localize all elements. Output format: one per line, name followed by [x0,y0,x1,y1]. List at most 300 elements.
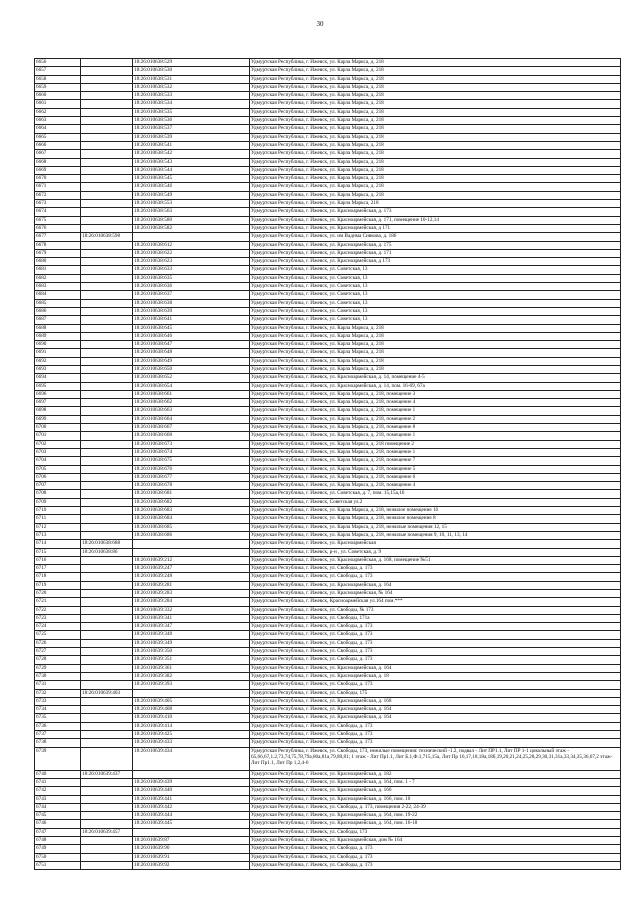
table-row [35,507,621,515]
row-number-cell: 6683 [35,283,81,291]
row-number-cell: 6677 [35,233,81,241]
building-number-cell: 18:26:010639:444 [133,812,250,820]
table-row [35,515,621,523]
land-plot-number-cell [81,208,133,216]
land-plot-number-cell: 18:26:010638:598 [81,233,133,241]
building-number-cell: 18:26:010638:546 [133,183,250,191]
row-number-cell: 6690 [35,341,81,349]
row-number-cell: 6681 [35,266,81,274]
address-cell: Удмуртская Республика, г. Ижевск, ул. Свободы, д. 173 [250,845,621,853]
address-cell: Удмуртская Республика, г. Ижевск, ул. Красноармейская, д. 173 [250,208,621,216]
land-plot-number-cell [81,150,133,158]
address-cell: Удмуртская Республика, г. Ижевск, ул. Карла Маркса, д. 218, помещение 1 [250,407,621,415]
land-plot-number-cell [81,606,133,614]
row-number-cell: 6732 [35,689,81,697]
address-cell: Удмуртская Республика, г. Ижевск, ул. Красноармейская, д. 164 [250,706,621,714]
table-row [35,382,621,390]
table-row [35,390,621,398]
building-number-cell: 18:26:010638:650 [133,365,250,373]
land-plot-number-cell [81,722,133,730]
land-plot-number-cell [81,656,133,664]
table-row [35,59,621,67]
building-number-cell: 18:26:010638:580 [133,216,250,224]
table-row [35,590,621,598]
address-cell: Удмуртская Республика, г. Ижевск, ул. Красноармейская, д. 171, помещение 10-12,14 [250,216,621,224]
address-cell: Удмуртская Республика, г. Ижевск, ул. Красноармейская, д 171 [250,224,621,232]
building-number-cell: 18:26:010638:668 [133,432,250,440]
table-row [35,837,621,845]
address-cell: Удмуртская Республика, г. Ижевск, ул. Карла Маркса, д. 218 [250,108,621,116]
table-row [35,249,621,257]
row-number-cell: 6720 [35,590,81,598]
land-plot-number-cell [81,249,133,257]
land-plot-number-cell [81,556,133,564]
table-row [35,141,621,149]
building-number-cell: 18:26:010639:434 [133,747,250,770]
land-plot-number-cell [81,316,133,324]
building-number-cell: 18:26:010638:674 [133,448,250,456]
address-cell: Удмуртская Республика, г. Ижевск, ул. Карла Маркса, д. 218 [250,183,621,191]
address-cell: Удмуртская Республика, г. Ижевск, ул. Карла Маркса, д. 218 [250,324,621,332]
address-cell: Удмуртская Республика, г. Ижевск, ул. Карла Маркса, д. 218 [250,341,621,349]
building-number-cell: 18:26:010638:635 [133,274,250,282]
row-number-cell: 6724 [35,623,81,631]
building-number-cell: 18:26:010638:612 [133,241,250,249]
row-number-cell: 6703 [35,448,81,456]
address-cell: Удмуртская Республика, г. Ижевск, ул. Карла Маркса, д. 218, помещение 8 [250,424,621,432]
table-row [35,166,621,174]
land-plot-number-cell: 18:26:010638:688 [81,540,133,548]
table-row [35,606,621,614]
table-row [35,316,621,324]
address-cell: Удмуртская Республика, г. Ижевск, ул. Красноармейская, д. 168, помещение №51 [250,556,621,564]
building-number-cell: 18:26:010638:649 [133,357,250,365]
row-number-cell: 6712 [35,523,81,531]
address-cell: Удмуртская Республика, г. Ижевск, ул. Карла Маркса, д. 218 [250,175,621,183]
table-row [35,639,621,647]
table-row [35,787,621,795]
address-cell: Удмуртская Республика, г. Ижевск, ул. Карла Маркса, д. 218, помещение 1 [250,432,621,440]
row-number-cell: 6750 [35,853,81,861]
land-plot-number-cell [81,498,133,506]
row-number-cell: 6722 [35,606,81,614]
building-number-cell [133,233,250,241]
land-plot-number-cell [81,349,133,357]
row-number-cell: 6685 [35,299,81,307]
building-number-cell: 18:26:010638:683 [133,507,250,515]
land-plot-number-cell [81,523,133,531]
table-row [35,664,621,672]
row-number-cell: 6665 [35,133,81,141]
address-cell: Удмуртская Республика, г. Ижевск, ул. Свободы, д. 173, помещения 2-22, 24-39 [250,803,621,811]
address-cell: Удмуртская Республика, г. Ижевск, ул. Карла Маркса, д. 218, нежилые помещения 12, 15 [250,523,621,531]
row-number-cell: 6688 [35,324,81,332]
table-row [35,357,621,365]
building-number-cell: 18:26:010639:439 [133,778,250,786]
row-number-cell: 6702 [35,440,81,448]
land-plot-number-cell [81,100,133,108]
building-number-cell: 18:26:010638:654 [133,382,250,390]
land-plot-number-cell [81,166,133,174]
building-number-cell: 18:26:010638:686 [133,531,250,539]
land-plot-number-cell [81,672,133,680]
building-number-cell: 18:26:010639:361 [133,664,250,672]
table-row [35,523,621,531]
table-row [35,133,621,141]
address-cell: Удмуртская Республика, г. Ижевск, ул. Красноармейская, д. 14, пом. 16-69, 67а [250,382,621,390]
land-plot-number-cell [81,299,133,307]
building-number-cell: 18:26:010639:348 [133,631,250,639]
table-row [35,374,621,382]
building-number-cell: 18:26:010638:539 [133,133,250,141]
table-row [35,573,621,581]
building-number-cell: 18:26:010639:425 [133,731,250,739]
table-row [35,565,621,573]
land-plot-number-cell [81,845,133,853]
address-cell: Удмуртская Республика, г. Ижевск, ул. Красноармейская, д. 166, пом. 10 [250,795,621,803]
row-number-cell: 6668 [35,158,81,166]
building-number-cell: 18:26:010638:533 [133,92,250,100]
address-cell: Удмуртская Республика, г. Ижевск, ул. Свободы, 173 [250,828,621,836]
table-row [35,365,621,373]
table-row [35,581,621,589]
land-plot-number-cell [81,125,133,133]
building-number-cell: 18:26:010638:543 [133,158,250,166]
address-cell: Удмуртская Республика, г. Ижевск, ул. Карла Маркса, д. 218 [250,100,621,108]
address-cell: Удмуртская Республика, г. Ижевск, ул. Красноармейская, д. 164 [250,664,621,672]
land-plot-number-cell [81,853,133,861]
table-row [35,92,621,100]
address-cell: Удмуртская Республика, г. Ижевск, ул. Карла Маркса, д. 218 [250,357,621,365]
building-number-cell: 18:26:010638:531 [133,75,250,83]
table-row [35,778,621,786]
table-row [35,407,621,415]
row-number-cell: 6747 [35,828,81,836]
table-row [35,498,621,506]
row-number-cell: 6663 [35,117,81,125]
row-number-cell: 6719 [35,581,81,589]
address-cell: Удмуртская Республика, г. Ижевск, ул. Свободы, 175 [250,689,621,697]
building-number-cell: 18:26:010638:645 [133,324,250,332]
address-cell: Удмуртская Республика, г. Ижевск, ул. Свободы, д. 173 [250,656,621,664]
row-number-cell: 6742 [35,787,81,795]
address-cell: Удмуртская Республика, г. Ижевск, ул. Карла Маркса, д. 218, помещение 2 [250,415,621,423]
building-number-cell: 18:26:010639:382 [133,672,250,680]
building-number-cell [133,540,250,548]
row-number-cell: 6745 [35,812,81,820]
table-row [35,614,621,622]
land-plot-number-cell [81,739,133,747]
building-number-cell: 18:26:010639:284 [133,598,250,606]
table-row [35,623,621,631]
table-row [35,473,621,481]
row-number-cell: 6715 [35,548,81,556]
row-number-cell: 6744 [35,803,81,811]
land-plot-number-cell [81,820,133,828]
row-number-cell: 6740 [35,770,81,778]
address-cell: Удмуртская Республика, г. Ижевск, ул. Советская, д. 7, пом. 15,15а,16 [250,490,621,498]
table-row [35,291,621,299]
table-row [35,67,621,75]
row-number-cell: 6711 [35,515,81,523]
land-plot-number-cell [81,837,133,845]
building-number-cell: 18:26:010638:677 [133,473,250,481]
building-number-cell: 18:26:010638:641 [133,316,250,324]
building-number-cell: 18:26:010638:542 [133,150,250,158]
table-row [35,689,621,697]
table-row [35,150,621,158]
table-row [35,448,621,456]
building-number-cell: 18:26:010638:541 [133,141,250,149]
land-plot-number-cell [81,714,133,722]
table-row [35,770,621,778]
cadastral-register-table [34,58,621,870]
building-number-cell: 18:26:010638:545 [133,175,250,183]
table-row [35,208,621,216]
land-plot-number-cell [81,390,133,398]
table-row [35,747,621,770]
land-plot-number-cell: 18:26:010639:457 [81,828,133,836]
land-plot-number-cell [81,241,133,249]
building-number-cell: 18:26:010638:646 [133,332,250,340]
building-number-cell: 18:26:010639:433 [133,739,250,747]
land-plot-number-cell [81,141,133,149]
table-row [35,812,621,820]
land-plot-number-cell [81,731,133,739]
table-row [35,158,621,166]
building-number-cell: 18:26:010639:351 [133,656,250,664]
row-number-cell: 6716 [35,556,81,564]
address-cell: Удмуртская Республика, г. Ижевск, ул. Красноармейская, д. 164 [250,581,621,589]
building-number-cell: 18:26:010638:667 [133,424,250,432]
building-number-cell: 18:26:010638:549 [133,191,250,199]
address-cell: Удмуртская Республика, г. Ижевск, ул. Карла Маркса, д. 218 [250,117,621,125]
building-number-cell: 18:26:010638:636 [133,283,250,291]
table-row [35,241,621,249]
row-number-cell: 6684 [35,291,81,299]
row-number-cell: 6748 [35,837,81,845]
land-plot-number-cell [81,67,133,75]
land-plot-number-cell [81,407,133,415]
table-row [35,100,621,108]
building-number-cell: 18:26:010639:405 [133,697,250,705]
land-plot-number-cell [81,266,133,274]
address-cell: Удмуртская Республика, г. Ижевск, Советская ул.2 [250,498,621,506]
building-number-cell: 18:26:010639:212 [133,556,250,564]
address-cell: Удмуртская Республика, г. Ижевск, ул. Советская, 13 [250,307,621,315]
row-number-cell: 6700 [35,424,81,432]
land-plot-number-cell: 18:26:010639:403 [81,689,133,697]
land-plot-number-cell [81,175,133,183]
table-body [35,59,621,870]
table-row [35,845,621,853]
building-number-cell: 18:26:010639:350 [133,648,250,656]
table-row [35,714,621,722]
row-number-cell: 6731 [35,681,81,689]
land-plot-number-cell [81,465,133,473]
address-cell: Удмуртская Республика, г. Ижевск, ул. Свободы, д. 173 [250,631,621,639]
table-row [35,200,621,208]
address-cell: Удмуртская Республика, г. Ижевск, ул. Свободы, 171а [250,614,621,622]
table-row [35,548,621,556]
row-number-cell: 6676 [35,224,81,232]
table-row [35,266,621,274]
building-number-cell: 18:26:010638:535 [133,108,250,116]
building-number-cell: 18:26:010638:582 [133,224,250,232]
land-plot-number-cell [81,92,133,100]
land-plot-number-cell [81,357,133,365]
land-plot-number-cell [81,424,133,432]
land-plot-number-cell [81,83,133,91]
building-number-cell: 18:26:010639:408 [133,706,250,714]
address-cell: Удмуртская Республика, г. Ижевск, ул. Свободы, д. 173 [250,739,621,747]
table-row [35,274,621,282]
address-cell: Удмуртская Республика, г. Ижевск, ул. Карла Маркса, д. 218 [250,59,621,67]
building-number-cell: 18:26:010639:281 [133,581,250,589]
table-row [35,795,621,803]
land-plot-number-cell [81,216,133,224]
land-plot-number-cell [81,697,133,705]
address-cell: Удмуртская Республика, г. Ижевск, ул. Свободы, д. 173 [250,681,621,689]
row-number-cell: 6713 [35,531,81,539]
address-cell: Удмуртская Республика, г. Ижевск, ул. Карла Маркса, д. 218, помещение 3 [250,390,621,398]
row-number-cell: 6729 [35,664,81,672]
address-cell: Удмуртская Республика, г. Ижевск, ул. Карла Маркса, д. 218 [250,141,621,149]
address-cell: Удмуртская Республика, г. Ижевск, ул. Красноармейская, д. 164, пом. 16-18 [250,820,621,828]
row-number-cell: 6679 [35,249,81,257]
land-plot-number-cell [81,482,133,490]
land-plot-number-cell [81,75,133,83]
land-plot-number-cell [81,307,133,315]
building-number-cell: 18:26:010639:283 [133,590,250,598]
building-number-cell: 18:26:010639:248 [133,573,250,581]
address-cell: Удмуртская Республика, г. Ижевск, ул. Карла Маркса, д. 218, помещение 6 [250,473,621,481]
table-row [35,108,621,116]
building-number-cell: 18:26:010638:529 [133,59,250,67]
row-number-cell: 6738 [35,739,81,747]
row-number-cell: 6662 [35,108,81,116]
row-number-cell: 6691 [35,349,81,357]
land-plot-number-cell [81,623,133,631]
address-cell: Удмуртская Республика, г. Ижевск, ул. Свободы, д. 173 [250,573,621,581]
land-plot-number-cell [81,117,133,125]
address-cell: Удмуртская Республика, г. Ижевск, ул. Карла Маркса, д. 218, помещение 4 [250,482,621,490]
row-number-cell: 6664 [35,125,81,133]
address-cell: Удмуртская Республика, г. Ижевск, ул. Свободы, д. 173 [250,853,621,861]
address-cell: Удмуртская Республика, г. Ижевск, ул. Карла Маркса, д. 218 [250,92,621,100]
land-plot-number-cell [81,200,133,208]
land-plot-number-cell [81,598,133,606]
address-cell: Удмуртская Республика, г. Ижевск, ул. Советская, 13 [250,274,621,282]
row-number-cell: 6739 [35,747,81,770]
building-number-cell: 18:26:010638:681 [133,490,250,498]
building-number-cell: 18:26:010638:537 [133,125,250,133]
row-number-cell: 6706 [35,473,81,481]
address-cell: Удмуртская Республика, г. Ижевск, ул. Свободы, д. 173 [250,639,621,647]
row-number-cell: 6726 [35,639,81,647]
land-plot-number-cell [81,415,133,423]
page-number: 30 [316,20,324,28]
address-cell: Удмуртская Республика, г. Ижевск, ул. Карла Маркса, д. 218, нежилое помещение 8 [250,515,621,523]
building-number-cell: 18:26:010639:414 [133,722,250,730]
building-number-cell: 18:26:010639:91 [133,853,250,861]
table-row [35,465,621,473]
land-plot-number-cell [81,274,133,282]
row-number-cell: 6693 [35,365,81,373]
table-row [35,731,621,739]
building-number-cell: 18:26:010638:534 [133,100,250,108]
building-number-cell: 18:26:010638:633 [133,266,250,274]
land-plot-number-cell [81,490,133,498]
table-row [35,324,621,332]
address-cell: Удмуртская Республика, г. Ижевск, ул. Карла Маркса, д. 218 [250,83,621,91]
table-row [35,283,621,291]
building-number-cell: 18:26:010638:639 [133,307,250,315]
building-number-cell: 18:26:010638:623 [133,258,250,266]
land-plot-number-cell [81,573,133,581]
row-number-cell: 6746 [35,820,81,828]
row-number-cell: 6659 [35,83,81,91]
land-plot-number-cell [81,590,133,598]
address-cell: Удмуртская Республика, г. Ижевск, ул. Свободы, д. 173 [250,861,621,869]
building-number-cell: 18:26:010639:90 [133,845,250,853]
row-number-cell: 6666 [35,141,81,149]
building-number-cell: 18:26:010639:393 [133,681,250,689]
row-number-cell: 6680 [35,258,81,266]
address-cell: Удмуртская Республика, г. Ижевск, ул. Карла Маркса, д. 218 [250,150,621,158]
land-plot-number-cell [81,473,133,481]
row-number-cell: 6749 [35,845,81,853]
table-row [35,75,621,83]
building-number-cell: 18:26:010638:684 [133,515,250,523]
address-cell: Удмуртская Республика, г. Ижевск, ул. Красноармейская, д 173 [250,258,621,266]
row-number-cell: 6673 [35,200,81,208]
table-row [35,432,621,440]
land-plot-number-cell [81,457,133,465]
land-plot-number-cell [81,778,133,786]
building-number-cell: 18:26:010639:347 [133,623,250,631]
address-cell: Удмуртская Республика, г. Ижевск, ул. Свободы, № 173 [250,606,621,614]
address-cell: Удмуртская Республика, г. Ижевск, ул. Советская, 13 [250,316,621,324]
building-number-cell: 18:26:010638:530 [133,67,250,75]
address-cell: Удмуртская Республика, г. Ижевск, ул. Красноармейская, дом № 164 [250,837,621,845]
building-number-cell: 18:26:010638:638 [133,299,250,307]
land-plot-number-cell [81,812,133,820]
address-cell: Удмуртская Республика, г. Ижевск, ул. Красноармейская, д. 164, пом. 19-22 [250,812,621,820]
address-cell: Удмуртская Республика, г. Ижевск, ул. Карла Маркса, д. 218 [250,67,621,75]
land-plot-number-cell [81,639,133,647]
row-number-cell: 6730 [35,672,81,680]
land-plot-number-cell [81,861,133,869]
row-number-cell: 6696 [35,390,81,398]
row-number-cell: 6733 [35,697,81,705]
building-number-cell: 18:26:010638:648 [133,349,250,357]
building-number-cell: 18:26:010638:664 [133,415,250,423]
table-row [35,307,621,315]
address-cell: Удмуртская Республика, г. Ижевск, ул. Свободы, д. 173 [250,731,621,739]
table-row [35,672,621,680]
address-cell: Удмуртская Республика, г. Ижевск, ул. Карла Маркса, д. 218 [250,349,621,357]
row-number-cell: 6660 [35,92,81,100]
row-number-cell: 6657 [35,67,81,75]
table-row [35,457,621,465]
table-row [35,183,621,191]
address-cell: Удмуртская Республика, г. Ижевск, ул. Карла Маркса, д. 218 [250,166,621,174]
table-row [35,739,621,747]
table-row [35,175,621,183]
land-plot-number-cell [81,448,133,456]
building-number-cell [133,689,250,697]
